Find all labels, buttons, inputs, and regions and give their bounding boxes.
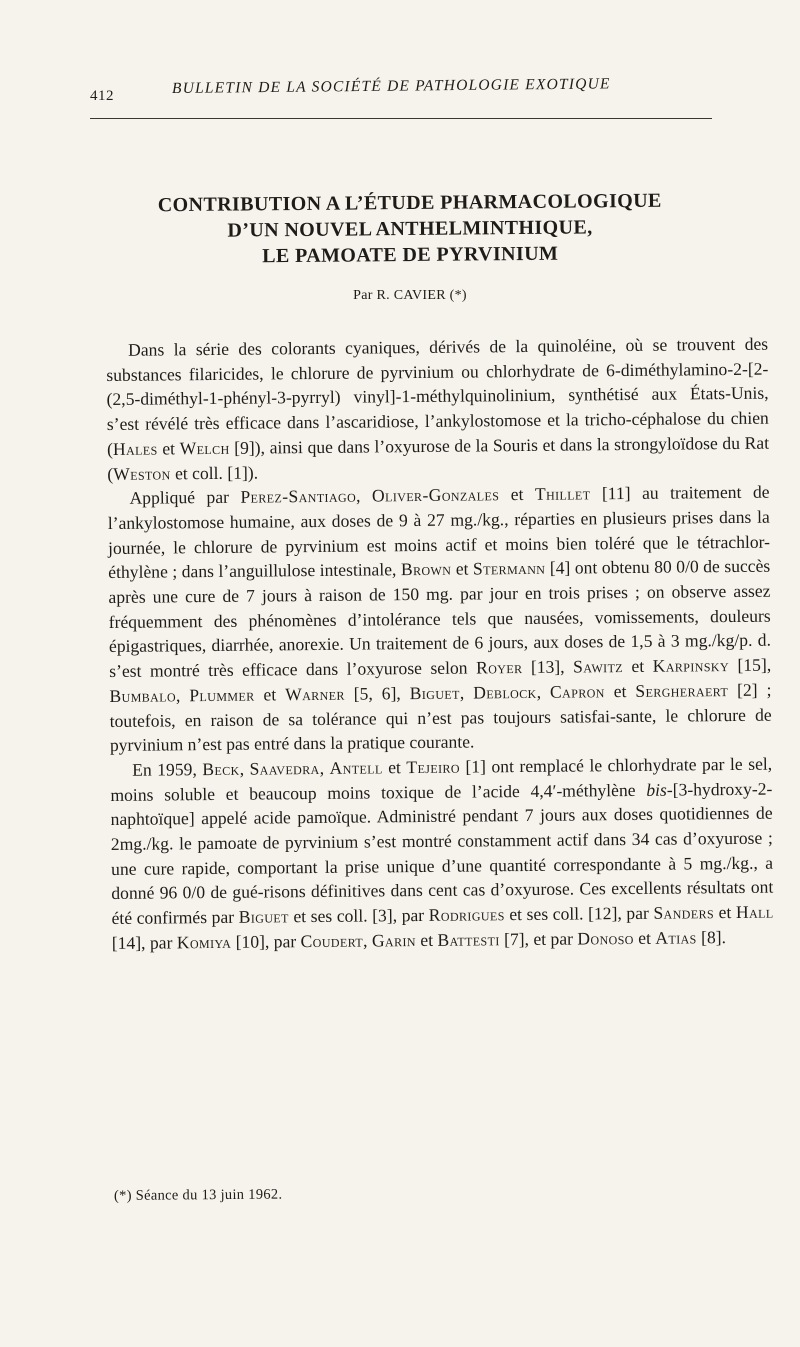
author-name: Tejeiro — [406, 756, 461, 778]
running-head — [90, 75, 712, 114]
text-run: [7], et par — [499, 928, 578, 950]
text-run: , — [459, 682, 474, 703]
title-line-3: LE PAMOATE DE PYRVINIUM — [262, 242, 559, 268]
author-name: Thillet — [534, 483, 591, 505]
footnote: (*) Séance du 13 juin 1962. — [113, 1186, 283, 1204]
page-number: 412 — [90, 88, 114, 104]
author-name: Perez-Santiago — [240, 485, 357, 507]
text-run: et coll. [1]). — [170, 462, 259, 483]
text-run: Appliqué par — [129, 486, 241, 508]
author-name: Hall — [735, 901, 774, 923]
text-run: [10], par — [231, 931, 301, 952]
author-name: Rodrigues — [428, 904, 505, 926]
author-name: Sawitz — [573, 656, 624, 677]
text-run: [13], — [522, 656, 574, 678]
text-run: [15], — [728, 654, 772, 676]
author-name: Battesti — [437, 929, 500, 950]
author-name: Atias — [655, 927, 697, 948]
title-line-2: D’UN NOUVEL ANTHELMINTHIQUE, — [227, 216, 593, 242]
text-run: , — [175, 685, 190, 706]
author-name: Biguet — [238, 906, 289, 927]
text-run: [1] ont remplacé le chlorhydrate par le sel, moins soluble et beaucoup moins toxique de l’acide 4,4′-méthylène — [110, 753, 773, 805]
text-run: [2] ; toutefois, en raison de sa tolérance qui n’est pas toujours satisfai-sante, le chlorure de pyrvinium n’est pas entré dans la pratique courante. — [109, 679, 772, 756]
text-run: et — [382, 757, 407, 778]
author-name: Capron — [549, 681, 605, 702]
text-run: et — [604, 680, 636, 702]
author-name: Donoso — [577, 927, 634, 949]
text-run: et — [254, 684, 286, 705]
author-name: Stermann — [472, 558, 546, 579]
text-run: , — [362, 930, 372, 951]
author-name: Sanders — [653, 902, 715, 923]
author-name: Oliver-Gonzales — [371, 484, 500, 506]
italic-term: bis — [646, 779, 667, 800]
text-run: [14], par — [111, 932, 177, 953]
author-name: Weston — [113, 462, 171, 484]
author-name: Beck — [202, 758, 240, 780]
author-name: Brown — [400, 559, 452, 580]
text-run: et — [451, 558, 474, 580]
paragraph-1 — [106, 332, 769, 487]
text-run: et — [622, 655, 653, 677]
text-run: et — [633, 927, 656, 948]
text-run: [9]), ainsi que dans l’oxyurose de la Souris et dans la strongyloïdose du Rat ( — [107, 432, 770, 484]
author-name: Garin — [371, 929, 417, 951]
author-name: Plummer — [189, 684, 255, 706]
author-name: Komiya — [176, 931, 232, 953]
paragraph-2 — [107, 480, 772, 758]
text-run: et — [713, 902, 737, 923]
text-run: et ses coll. [3], par — [288, 905, 429, 927]
author-name: Royer — [475, 657, 523, 678]
author-name: Biguet — [409, 682, 460, 703]
author-name: Deblock — [473, 681, 537, 703]
text-run: , — [319, 757, 330, 778]
text-run: [8]. — [696, 926, 727, 948]
paragraph-3 — [110, 752, 774, 956]
text-run: et ses coll. [12], par — [504, 902, 654, 925]
author-name: Coudert — [300, 930, 364, 952]
author-name: Karpinsky — [652, 655, 730, 676]
text-run: En 1959, — [132, 759, 203, 780]
text-run: , — [239, 758, 250, 779]
author-name: Warner — [285, 683, 345, 705]
text-run: [11] au traitement de l’ankylostomose humaine, aux doses de 9 à 27 mg./kg., réparties en plusieurs prises dans la journée, le chlorure de pyrvinium est moins actif et moins bien toléré que le tétrachlor-éthylène ; dans l’anguillulose intestinale, — [107, 481, 771, 583]
author-name: Welch — [179, 437, 230, 459]
article-title — [100, 187, 721, 270]
text-run: , — [536, 681, 551, 702]
text-run: [4] ont obtenu 80 0/0 de succès après une cure de 7 jours à raison de 150 mg. par jour en trois prises ; on observe assez fréquemment des phénomènes d’intolérance tels que nausées, vomissements, douleurs épigastriques, diarrhée, anorexie. Un traitement de 6 jours, aux doses de 1,5 à 3 mg./kg/p. d. s’est montré très efficace dans l’oxyurose selon — [108, 555, 772, 682]
article-body — [106, 332, 774, 956]
text-run: Dans la série des colorants cyaniques, dérivés de la quinoléine, où se trouvent des substances filaricides, le chlorure de pyrvinium ou chlorhydrate de 6-diméthylamino-2-[2-(2,5-diméthyl-1-phényl-3-pyrryl) vinyl]-1-méthylquinolinium, synthétisé aux États-Unis, s’est révélé très efficace dans l’ascaridiose, l’ankylostomose et la tricho-céphalose du chien ( — [106, 333, 769, 459]
text-run: [5, 6], — [344, 682, 410, 704]
text-run: et — [157, 438, 180, 459]
author-name: Sergheraert — [635, 679, 729, 701]
author-name: Antell — [329, 757, 383, 778]
text-run: -[3-hydroxy-2-naphtoïque] appelé acide pamoïque. Administré pendant 7 jours aux doses quotidiennes de 2mg./kg. le pamoate de pyrvinium s’est montré constamment actif dans 34 cas d’oxyurose ; une cure rapide, comportant la prise unique d’une quantité correspondante à 5 mg./kg., a donné 96 0/0 de gué-risons définitives dans cent cas d’oxyurose. Ces excellents résultats ont été confirmés par — [110, 778, 774, 929]
text-run: et — [499, 484, 535, 505]
author-byline: Par R. CAVIER (*) — [353, 288, 467, 303]
text-run: et — [415, 929, 438, 950]
text-run: , — [356, 485, 373, 506]
header-rule — [90, 118, 712, 119]
author-name: Bumbalo — [109, 685, 177, 706]
author-name: Hales — [112, 438, 158, 459]
title-line-1: CONTRIBUTION A L’ÉTUDE PHARMACOLOGIQUE — [157, 189, 662, 217]
author-name: Saavedra — [249, 757, 320, 779]
journal-title: BULLETIN DE LA SOCIÉTÉ DE PATHOLOGIE EXOTIQUE — [171, 75, 611, 97]
